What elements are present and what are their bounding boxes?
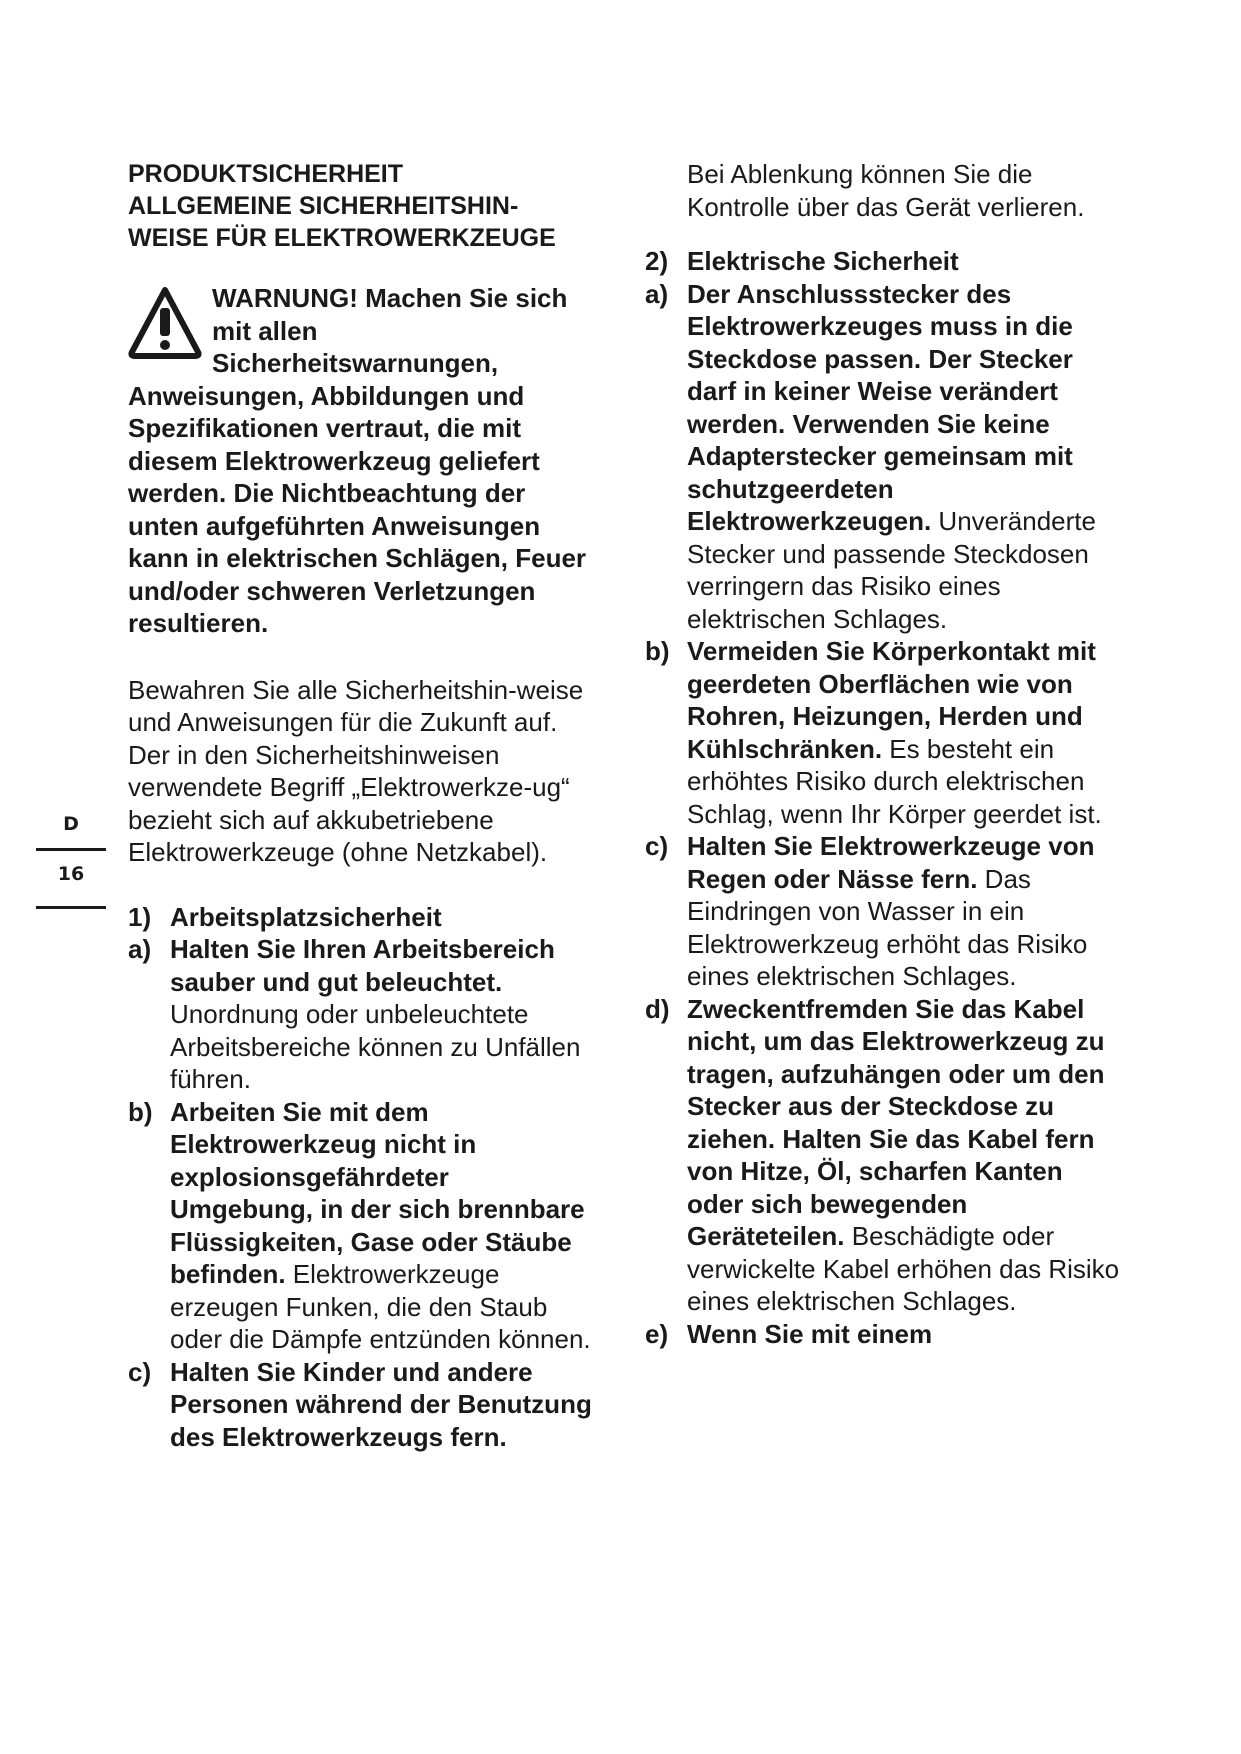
item-text: Beschädigte oder verwickelte Kabel erhöhen das Risiko eines elektrischen Schlages.: [687, 1221, 1120, 1316]
item-bold-text: Wenn Sie mit einem: [687, 1318, 933, 1349]
item-text: Unveränderte Stecker und passende Steckdosen verringern das Risiko eines elektrischen Schlages.: [687, 506, 1096, 634]
item-label: a): [645, 278, 669, 309]
right-column: [645, 158, 1125, 1350]
section-heading-workplace: [128, 901, 598, 934]
list-item: [645, 993, 1125, 1318]
item-bold-text: Arbeiten Sie mit dem Elektrowerkzeug nicht in explosionsgefährdeter Umgebung, in der sich brennbare Flüssigkeiten, Gase oder Stäube befinden.: [170, 1096, 585, 1289]
item-label: d): [645, 993, 670, 1024]
warning-block: [128, 282, 598, 640]
list-item: [645, 830, 1125, 993]
section-heading-electrical: [645, 245, 1125, 278]
item-bold-text: Zweckentfremden Sie das Kabel nicht, um das Elektrowerkzeug zu tragen, aufzuhängen oder um den Stecker aus der Steckdose zu ziehen. Halten Sie das Kabel fern von Hitze, Öl, scharfen Kanten oder sich bewegenden Geräteteilen.: [687, 993, 1105, 1251]
section-title: PRODUKTSICHERHEIT: [128, 160, 404, 188]
subtitle-line-1: ALLGEMEINE SICHERHEITSHIN-: [128, 192, 519, 220]
item-label: b): [645, 636, 670, 666]
warning-text: WARNUNG! Machen Sie sich mit allen Sicherheitswarnungen, Anweisungen, Abbildungen und Spezifikationen vertraut, die mit diesem Elektrowerkzeug geliefert werden. Die Nichtbeachtung der unten aufgeführten Anweisungen kann in elektrischen Schlägen, Feuer und/oder schweren Verletzungen resultieren.: [128, 283, 587, 638]
section-title-workplace: Arbeitsplatzsicherheit: [170, 901, 442, 932]
list-item: [128, 1096, 598, 1356]
page-number: 16: [57, 863, 85, 885]
side-divider-top: [36, 848, 106, 851]
item-bold-text: Halten Sie Elektrowerkzeuge von Regen oder Nässe fern.: [687, 831, 1095, 894]
item-label: e): [645, 1318, 669, 1349]
item-text: Es besteht ein erhöhtes Risiko durch elektrischen Schlag, wenn Ihr Körper geerdet ist.: [687, 733, 1102, 829]
item-label: c): [645, 831, 669, 861]
warning-triangle-icon: [126, 284, 204, 360]
section-number: 1): [128, 901, 152, 932]
side-divider-bottom: [36, 906, 106, 909]
item-bold-text: Der Anschlussstecker des Elektrowerkzeuges muss in die Steckdose passen. Der Stecker darf in keiner Weise verändert werden. Verwenden Sie keine Adapterstecker gemeinsam mit schutzgeerdeten Elektrowerkzeugen.: [687, 278, 1073, 536]
item-text: Unordnung oder unbeleuchtete Arbeitsbereiche können zu Unfällen führen.: [170, 999, 581, 1094]
item-bold-text: Halten Sie Ihren Arbeitsbereich sauber und gut beleuchtet.: [170, 934, 555, 997]
left-column: [128, 158, 598, 1453]
item-label: a): [128, 934, 152, 964]
list-item: [645, 635, 1125, 830]
section-number: 2): [645, 246, 669, 276]
section-title-electrical: Elektrische Sicherheit: [687, 246, 959, 276]
list-item: [128, 1356, 598, 1454]
term-definition-text: Der in den Sicherheitshinweisen verwendete Begriff „Elektrowerkze-ug“ bezieht sich auf akkubetriebene Elektrowerkzeuge (ohne Netzkabel).: [128, 739, 570, 867]
keep-instructions-text: Bewahren Sie alle Sicherheitshin-weise und Anweisungen für die Zukunft auf.: [128, 674, 584, 737]
list-item: [128, 933, 598, 1096]
language-tab: D: [63, 813, 79, 835]
list-item: [645, 1318, 1125, 1351]
list-item: [645, 278, 1125, 636]
subtitle-line-2: WEISE FÜR ELEKTROWERKZEUGE: [128, 224, 556, 252]
item-text: Das Eindringen von Wasser in ein Elektrowerkzeug erhöht das Risiko eines elektrischen Schlages.: [687, 863, 1088, 991]
item-label: b): [128, 1096, 153, 1127]
continued-text: Bei Ablenkung können Sie die Kontrolle über das Gerät verlieren.: [687, 159, 1085, 222]
item-bold-text: Halten Sie Kinder und andere Personen während der Benutzung des Elektrowerkzeugs fern.: [170, 1356, 592, 1452]
item-label: c): [128, 1356, 152, 1387]
item-bold-text: Vermeiden Sie Körperkontakt mit geerdeten Oberflächen wie von Rohren, Heizungen, Herden und Kühlschränken.: [687, 636, 1096, 764]
item-text: Elektrowerkzeuge erzeugen Funken, die den Staub oder die Dämpfe entzünden können.: [170, 1259, 591, 1354]
